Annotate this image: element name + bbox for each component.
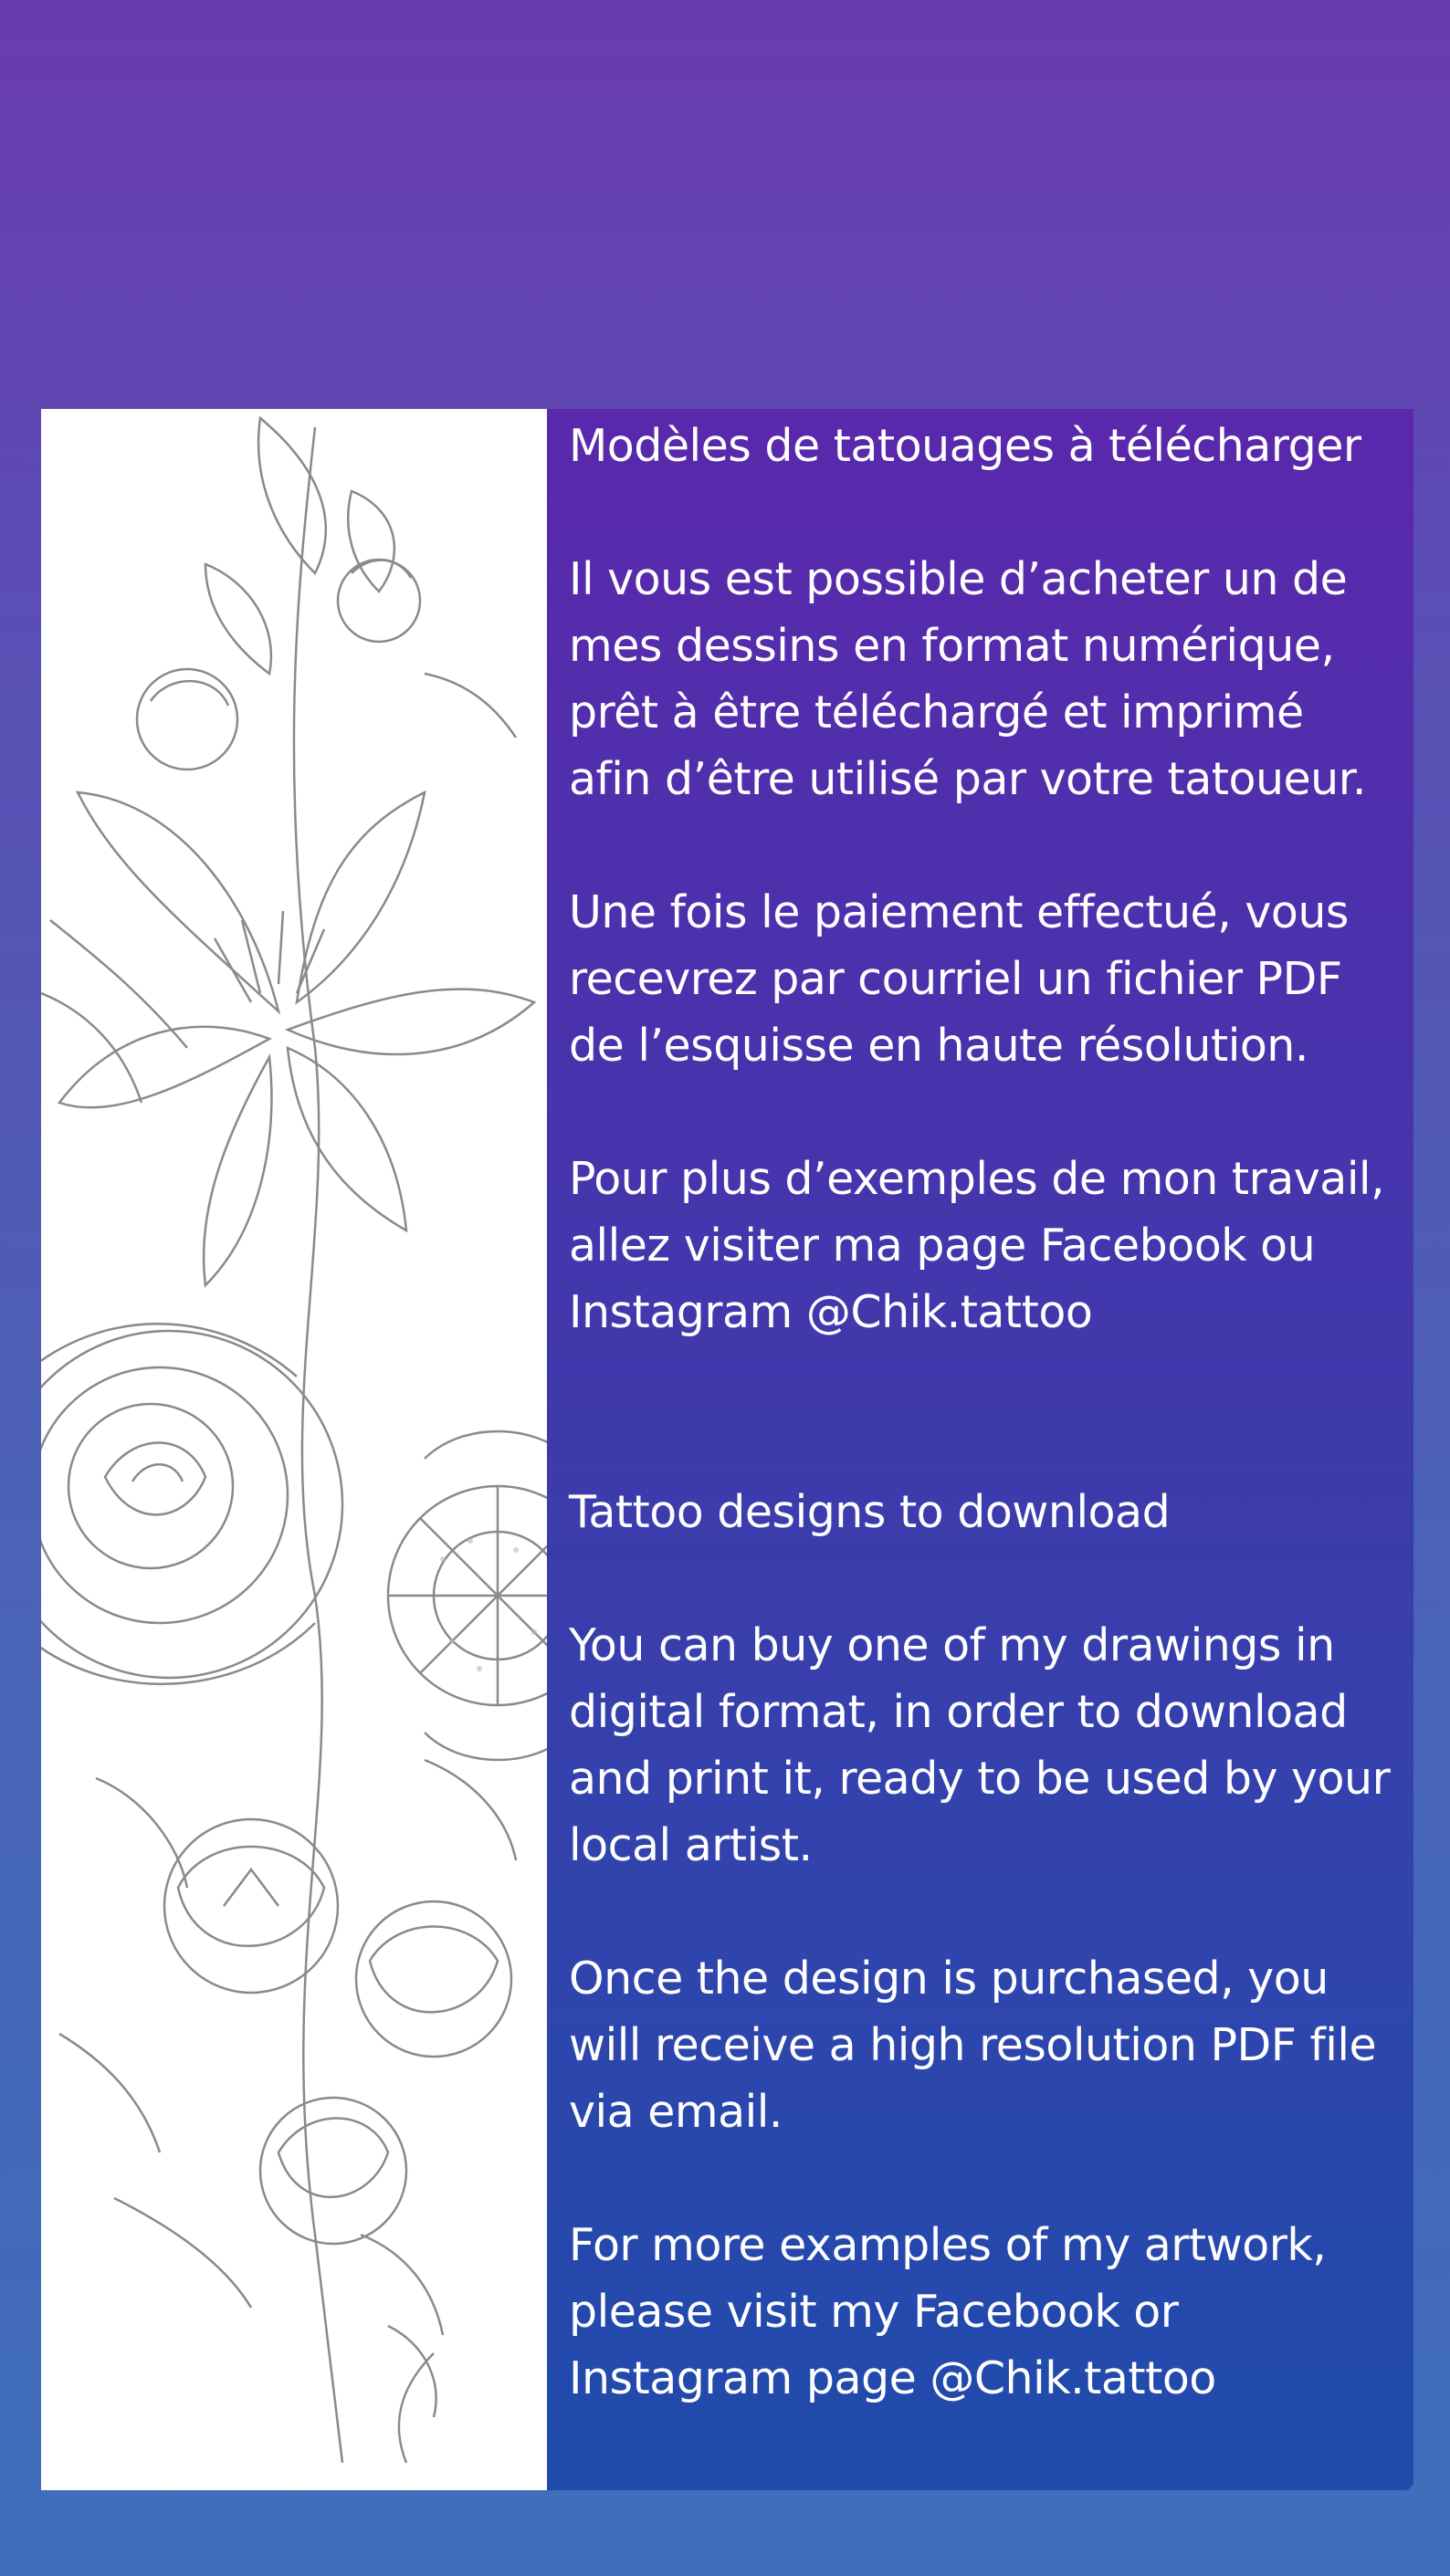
post-card bbox=[41, 409, 1413, 2490]
french-paragraph-1: Il vous est possible d’acheter un de mes dessins en format numérique, prêt à être téléchargé et imprimé afin d’être utilisé par votre tatoueur. bbox=[569, 553, 1366, 805]
floral-sketch-icon bbox=[41, 409, 547, 2490]
description-panel bbox=[547, 409, 1413, 2490]
english-title: Tattoo designs to download bbox=[569, 1486, 1171, 1538]
english-paragraph-1: You can buy one of my drawings in digital format, in order to download and print it, ready to be used by your local artist. bbox=[569, 1619, 1404, 1871]
french-paragraph-2: Une fois le paiement effectué, vous recevrez par courriel un fichier PDF de l’esquisse en haute résolution. bbox=[569, 886, 1362, 1072]
english-paragraph-2: Once the design is purchased, you will receive a high resolution PDF file via email. bbox=[569, 1953, 1391, 2138]
english-paragraph-3: For more examples of my artwork, please visit my Facebook or Instagram page @Chik.tattoo bbox=[569, 2219, 1340, 2404]
french-paragraph-3: Pour plus d’exemples de mon travail, allez visiter ma page Facebook ou Instagram @Chik.tattoo bbox=[569, 1153, 1399, 1338]
post-text bbox=[569, 409, 1404, 2412]
french-title: Modèles de tatouages à télécharger bbox=[569, 420, 1361, 472]
floral-tattoo-sketch-image bbox=[41, 409, 547, 2490]
